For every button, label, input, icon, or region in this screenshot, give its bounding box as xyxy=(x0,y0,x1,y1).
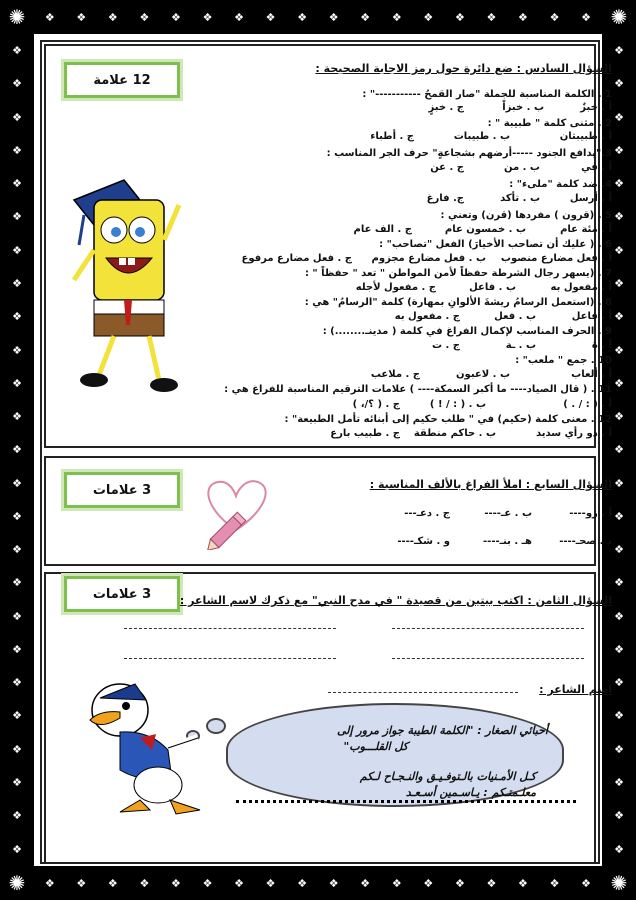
teacher-signature: معلـمتـكم : يـاسـمين أسـعـد xyxy=(405,786,536,799)
q6-item-6-opt-b[interactable]: ب . فعل مضارع مجزوم xyxy=(371,253,486,264)
q6-item-5-opt-b[interactable]: ب . خمسون عام xyxy=(444,224,526,235)
q6-item-3-stem: 3."يدافع الجنود -----أرضهم بشجاعةٍ" حرف الجر المناسب : xyxy=(326,148,612,159)
q7-title: السؤال السابع : املأ الفراغ بالألف المناسبة : xyxy=(369,478,612,491)
q6-item-10-opt-c[interactable]: ج . ملاعب xyxy=(370,369,420,380)
q6-item-9-opt-b[interactable]: ب . ـة xyxy=(505,340,536,351)
q6-item-2-opt-b[interactable]: ب . طبيبات xyxy=(453,131,510,142)
q6-item-8-stem: 8 . (استعمل الرسامُ ريشةَ الألوانِ بمهارة) كلمة "الرسامُ" هي : xyxy=(304,297,612,308)
corner-ornament-icon: ✺ xyxy=(8,871,26,895)
q6-marks-badge: 12 علامة xyxy=(64,62,180,98)
q7-blank-e[interactable]: هـ . بنـ---- xyxy=(483,536,532,547)
border-ornament: ❖ ❖ ❖ ❖ ❖ ❖ ❖ ❖ ❖ ❖ ❖ ❖ ❖ ❖ ❖ ❖ ❖ ❖ xyxy=(44,10,591,24)
answer-line[interactable] xyxy=(392,628,584,629)
answer-line[interactable] xyxy=(124,658,336,659)
pencil-heart-illustration xyxy=(196,470,276,550)
q7-blank-f[interactable]: و . شكـ---- xyxy=(397,536,450,547)
q6-item-6-stem: 6 . ( عليك أن تصاحب الأخيارَ) الفعل "تصاحب" : xyxy=(379,239,612,250)
q6-item-11-stem: 11 . ( قال الصياد---- ما أكبر السمكة---- ) علامات الترقيم المناسبة للفراغ هي : xyxy=(224,384,612,395)
q6-item-4-opt-a[interactable]: أ . أرسل xyxy=(569,193,612,204)
q6-item-1-opt-c[interactable]: ج . خبزٍ xyxy=(428,102,464,113)
answer-line[interactable] xyxy=(124,628,336,629)
q6-item-8-opt-a[interactable]: أ . فاعل xyxy=(571,311,612,322)
border-ornament: ❖ ❖ ❖ ❖ ❖ ❖ ❖ ❖ ❖ ❖ ❖ ❖ ❖ ❖ ❖ ❖ ❖ ❖ xyxy=(44,876,591,890)
q6-item-7-opt-a[interactable]: أ . مفعول به xyxy=(550,282,612,293)
q7-marks-badge: 3 علامات xyxy=(64,472,180,508)
q6-item-12-opt-b[interactable]: ب . حاكم منطقة xyxy=(413,428,496,439)
q7-blank-b[interactable]: ب . عـ---- xyxy=(484,508,532,519)
q8-title: السؤال الثامن : اكتب بيتين من قصيدة " في مدح النبي" مع ذكرك لاسم الشاعر : xyxy=(179,594,612,607)
q6-item-1-opt-a[interactable]: أ . خبزٌ xyxy=(580,102,612,113)
q6-item-3-opt-c[interactable]: ج . عن xyxy=(430,162,464,173)
q6-item-1-opt-b[interactable]: ب . خبزاً xyxy=(502,102,544,113)
q6-title: السؤال السادس : ضع دائرة حول رمز الاجابة الصحيحة : xyxy=(315,62,612,75)
q6-item-10-opt-b[interactable]: ب . لاعبون xyxy=(456,369,510,380)
q8-marks-badge: 3 علامات xyxy=(64,576,180,612)
closing-line-2: كل القلـــوب" xyxy=(343,740,408,753)
donald-duck-illustration xyxy=(80,670,210,820)
q6-item-12-opt-a[interactable]: أ . ذو رأي سديد xyxy=(536,428,612,439)
border-ornament: ❖ ❖ ❖ ❖ ❖ ❖ ❖ ❖ ❖ ❖ ❖ ❖ ❖ ❖ ❖ ❖ ❖ ❖ ❖ ❖ ❖ ❖ ❖ ❖ ❖ xyxy=(12,44,22,856)
q6-item-8-opt-c[interactable]: ج . مفعول به xyxy=(394,311,460,322)
closing-line-1: أحبائي الصغار : "الكلمة الطيبة جواز مرور إلى xyxy=(337,724,548,737)
q6-item-5-stem: 5 . (قرون ) مفردها (قرن) وتعني : xyxy=(440,210,612,221)
q6-item-6-opt-a[interactable]: أ . فعل مضارع منصوب xyxy=(500,253,612,264)
q6-item-2-opt-a[interactable]: أ . طبيبتان xyxy=(559,131,612,142)
q6-item-4-opt-b[interactable]: ب . تأكد xyxy=(500,193,540,204)
q6-item-9-opt-c[interactable]: ج . ت xyxy=(431,340,460,351)
q6-item-7-opt-b[interactable]: ب . فاعل xyxy=(469,282,516,293)
q6-item-9-stem: 9 . الحرف المناسب لإكمال الفراغ في كلمة ( مدينـ........) : xyxy=(322,326,612,337)
q6-item-3-opt-a[interactable]: أ . في xyxy=(581,162,612,173)
q6-item-7-opt-c[interactable]: ج . مفعول لأجله xyxy=(355,282,436,293)
q6-item-10-stem: 10 . جمع " ملعب" : xyxy=(515,355,612,366)
q6-item-4-stem: 4. ضد كلمة "ملىء" : xyxy=(509,179,612,190)
q6-item-1-stem: 1 . الكلمة المناسبة للجملة "صار القمحُ -----------" : xyxy=(362,89,612,100)
q6-item-11-opt-c[interactable]: ج . ( ؟/، ) xyxy=(352,399,400,410)
dotted-rule xyxy=(236,800,576,803)
q7-blank-a[interactable]: أ . زو---- xyxy=(569,508,612,519)
poet-name-line[interactable] xyxy=(328,692,518,693)
border-ornament: ❖ ❖ ❖ ❖ ❖ ❖ ❖ ❖ ❖ ❖ ❖ ❖ ❖ ❖ ❖ ❖ ❖ ❖ ❖ ❖ ❖ ❖ ❖ ❖ ❖ xyxy=(614,44,624,856)
q6-item-6-opt-c[interactable]: ج . فعل مضارع مرفوع xyxy=(241,253,352,264)
q6-item-11-opt-b[interactable]: ب . ( : / ! ) xyxy=(429,399,486,410)
spongebob-graduate-illustration xyxy=(64,160,184,400)
q6-item-5-opt-c[interactable]: ج . الف عام xyxy=(353,224,412,235)
corner-ornament-icon: ✺ xyxy=(8,5,26,29)
q6-item-2-opt-c[interactable]: ج . أطباء xyxy=(370,131,414,142)
q6-item-10-opt-a[interactable]: أ . ألعاب xyxy=(571,369,612,380)
q7-blank-c[interactable]: ج . دعـ--- xyxy=(404,508,450,519)
poet-name-label: اسم الشاعر : xyxy=(539,683,612,696)
q6-item-3-opt-b[interactable]: ب . من xyxy=(503,162,540,173)
q6-item-9-opt-a[interactable]: أ . ة xyxy=(591,340,612,351)
q6-item-12-opt-c[interactable]: ج . طبيب بارع xyxy=(330,428,400,439)
corner-ornament-icon: ✺ xyxy=(610,871,628,895)
closing-line-3: كـل الأمـنيات بالـتوفـيـق والنـجـاح لـكم xyxy=(359,770,536,783)
q6-item-2-stem: 2 . مثنى كلمة " طبيبة " : xyxy=(487,118,612,129)
q6-item-7-stem: 7 . (يسهر رجال الشرطة حفظاً لأمن المواطن " تعد " حفظاً " : xyxy=(304,268,612,279)
answer-line[interactable] xyxy=(392,658,584,659)
corner-ornament-icon: ✺ xyxy=(610,5,628,29)
q6-item-12-stem: 12 . معنى كلمة (حكيم) في " طلب حكيم إلى أبنائه تأمل الطبيعة" : xyxy=(284,414,612,425)
q6-item-5-opt-a[interactable]: أ . مئة عام xyxy=(560,224,612,235)
q6-item-8-opt-b[interactable]: ب . فعل xyxy=(494,311,536,322)
q7-blank-d[interactable]: د . صحـ---- xyxy=(559,536,612,547)
q6-item-11-opt-a[interactable]: أ . ( : / . ) xyxy=(563,399,612,410)
q6-item-4-opt-c[interactable]: ج. فارغ xyxy=(426,193,464,204)
